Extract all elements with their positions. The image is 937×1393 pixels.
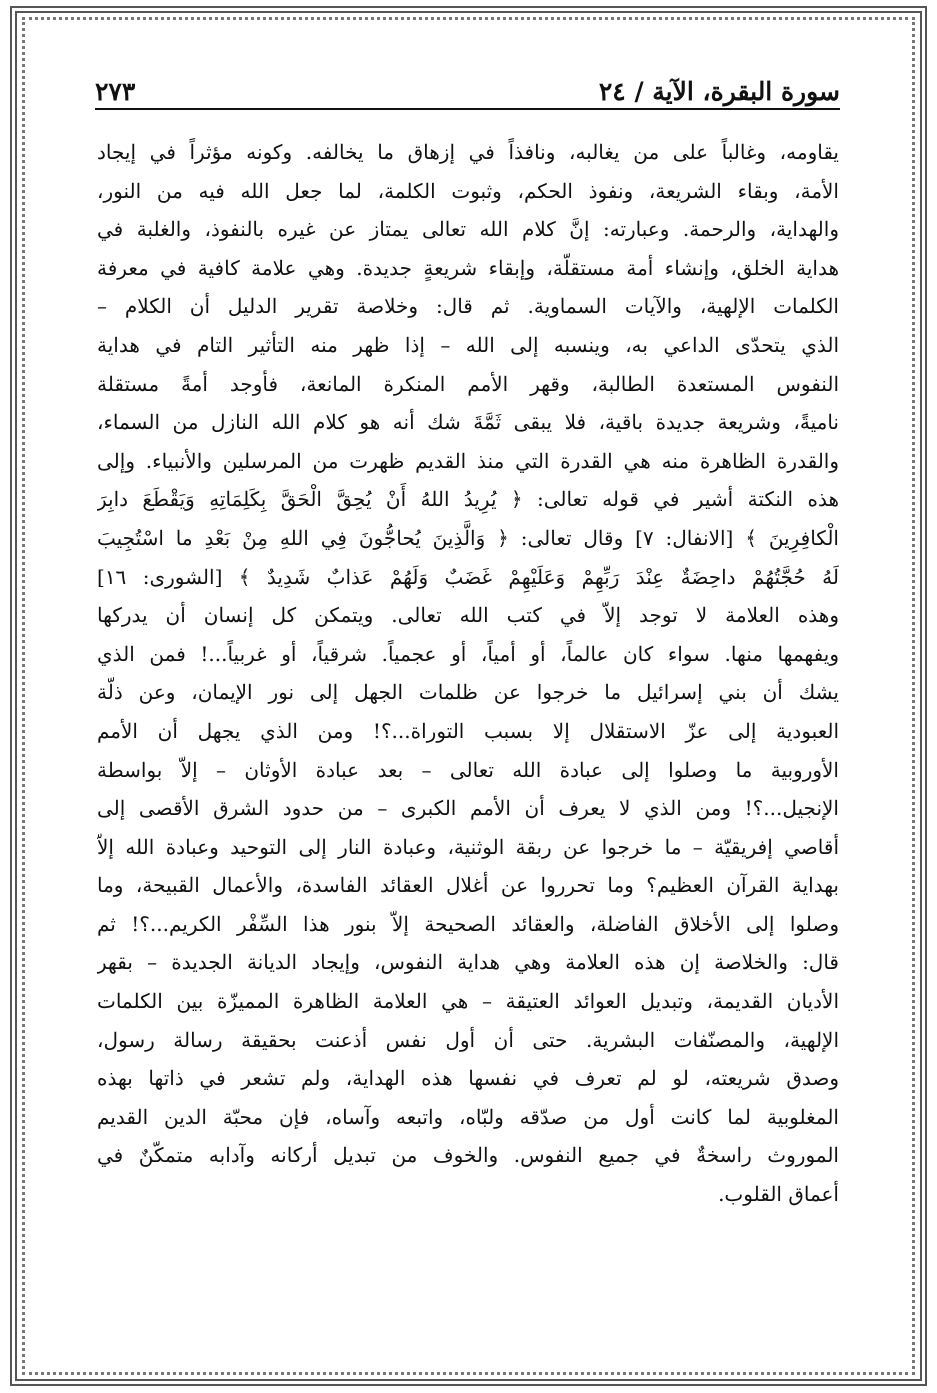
- text-line: الإلهية، والمصنّفات البشرية. حتى أن أول نفس أذعنت بحقيقة رسالة رسول،: [97, 1027, 839, 1052]
- text-line: الكلمات الإلهية، والآيات السماوية. ثم قال: وخلاصة تقرير الدليل أن الكلام –: [97, 294, 839, 319]
- running-head: سورة البقرة، الآية / ٢٤: [598, 77, 840, 106]
- text-line: يشك أن بني إسرائيل ما خرجوا عن ظلمات الجهل إلى نور الإيمان، وعن ذلّة: [97, 680, 839, 705]
- quran-verse-line: الْكافِرِينَ ﴾ [الانفال: ٧] وقال تعالى: ﴿ وَالَّذِينَ يُحاجُّونَ فِي اللهِ مِنْ بَعْدِ ما اسْتُجِيبَ: [97, 525, 839, 550]
- text-line: والهداية، والرحمة. وعبارته: إنَّ كلام الله تعالى يمتاز عن غيره بالنفوذ، والغلبة في: [97, 217, 839, 242]
- text-line: الأديان القديمة، وتبديل العوائد العتيقة – هي العلامة الظاهرة المميزّة بين الكلمات: [97, 989, 839, 1014]
- text-line: الأوروبية ما وصلوا إلى عبادة الله تعالى – بعد عبادة الأوثان – إلاّ بواسطة: [97, 757, 839, 782]
- text-line-last: أعماق القلوب.: [718, 1182, 839, 1207]
- text-line: بهداية القرآن العظيم؟ وما تحرروا عن أغلال العقائد الفاسدة، والأعمال القبيحة، وما: [97, 873, 839, 898]
- text-line: يقاومه، وغالباً على من يغالبه، ونافذاً في إزهاق ما يخالفه. وكونه مؤثراً في إيجاد: [97, 140, 839, 164]
- text-line: الإنجيل...؟! ومن الذي لا يعرف أن الأمم الكبرى – من حدود الشرق الأقصى إلى: [97, 796, 839, 821]
- page-number: ٢٧٣: [95, 77, 136, 106]
- text-line: قال: والخلاصة إن هذه العلامة وهي هداية النفوس، وإيجاد الديانة الجديدة – بقهر: [97, 950, 839, 975]
- text-line: النفوس المستعدة الطالبة، وقهر الأمم المنكرة المانعة، فأوجد أمةً مستقلة: [97, 371, 839, 396]
- header-rule: [95, 108, 840, 110]
- text-line: الموروث راسخةٌ في جميع النفوس. والخوف من تبديل أركانه وآدابه متمكّنٌ في: [97, 1143, 839, 1168]
- quran-verse-line: لَهُ حُجَّتُهُمْ داحِضَةٌ عِنْدَ رَبِّهِمْ وَعَلَيْهِمْ غَضَبٌ وَلَهُمْ عَذابٌ شَدِيدٌ ﴾ [الشورى: ١٦]: [97, 564, 839, 589]
- text-line: العبودية إلى عزّ الاستقلال إلا بسبب التوراة...؟! ومن الذي يجهل أن الأمم: [97, 718, 839, 743]
- text-line: هداية الخلق، وإنشاء أمة مستقلّة، وإبقاء شريعةٍ جديدة. وهي علامة كافية في معرفة: [97, 255, 839, 280]
- text-line: والقدرة الظاهرة منه هي القدرة التي منذ القديم ظهرت من المرسلين والأنبياء. وإلى: [97, 448, 839, 473]
- page-header: [95, 62, 840, 106]
- text-line: الذي يتحدّى الداعي به، وينسبه إلى الله – إذا ظهر منه التأثير التام في هداية: [97, 332, 839, 357]
- text-line: وهذه العلامة لا توجد إلاّ في كتب الله تعالى. ويتمكن كل إنسان أن يدركها: [97, 603, 839, 628]
- quran-verse-line: هذه النكتة أشير في قوله تعالى: ﴿ يُرِيدُ اللهُ أَنْ يُحِقَّ الْحَقَّ بِكَلِمَاتِهِ وَيَقْطَعَ دابِرَ: [97, 487, 839, 512]
- text-line: الأمة، وبقاء الشريعة، ونفوذ الحكم، وثبوت الكلمة، لما جعل الله فيه من النور،: [97, 178, 839, 203]
- text-line: أقاصي إفريقيّة – ما خرجوا عن ربقة الوثنية، وعبادة النار إلى التوحيد وعبادة الله إلاّ: [97, 834, 839, 859]
- text-line: وصلوا إلى الأخلاق الفاضلة، والعقائد الصحيحة إلاّ بنور هذا السِّفْر الكريم...؟! ثم: [97, 911, 839, 936]
- text-line: ويفهمها منها. سواء كان عالماً، أو أمياً، أو عجمياً. شرقياً، أو غربياً...! فمن الذي: [97, 641, 839, 666]
- text-line: المغلوبية لما كانت أول من صدّقه ولبّاه، واتبعه وآساه، فإن محبّة الدين القديم: [97, 1104, 839, 1129]
- body-text: [97, 133, 839, 1263]
- text-line: وصدق شريعته، لو لم تعرف في نفسها هذه الهداية، ولم تشعر في ذاتها بهذه: [97, 1066, 839, 1091]
- text-line: ناميةً، وشريعة جديدة باقية، فلا يبقى ثَمَّةَ شك أنه هو كلام الله النازل من السماء،: [97, 410, 839, 435]
